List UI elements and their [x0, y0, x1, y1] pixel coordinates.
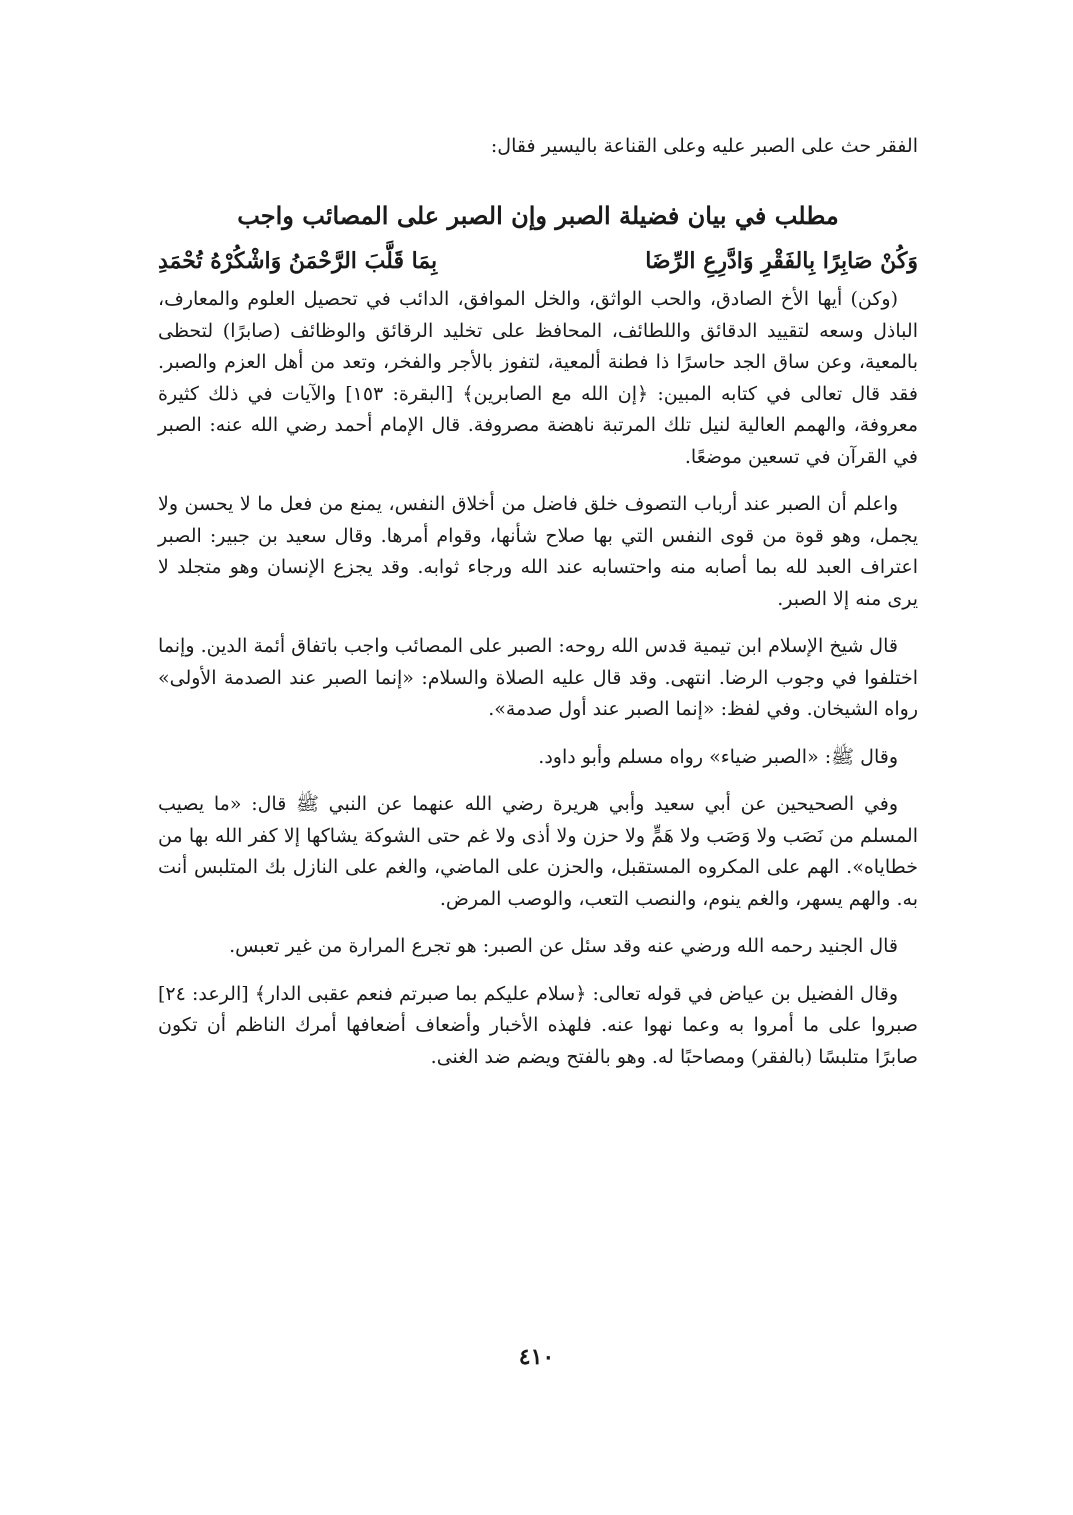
paragraph-junayd: قال الجنيد رحمه الله ورضي عنه وقد سئل عن الصبر: هو تجرع المرارة من غير تعبس. [229, 935, 898, 957]
lead-line: الفقر حث على الصبر عليه وعلى القناعة باليسير فقال: [490, 135, 918, 157]
verse-second-hemistich: بِمَا قَلَّبَ الرَّحْمَنُ وَاشْكُرْهُ تُحْمَدِ [158, 248, 438, 274]
paragraph-sufi-definition: واعلم أن الصبر عند أرباب التصوف خلق فاضل من أخلاق النفس، يمنع من فعل ما لا يحسن ولا يجمل، وهو قوة من قوى النفس التي بها صلاح شأنها، وقوام أمرها. وقال سعيد بن جبير: الصبر اعتراف العبد لله بما أصابه منه واحتسابه عند الله ورجاء ثوابه. وقد يجزع الإنسان وهو متجلد لا يرى منه إلا الصبر. [158, 493, 918, 610]
page-number: ٤١٠ [518, 1344, 555, 1370]
poem-verse [158, 242, 918, 280]
paragraph-hadith-light: وقال ﷺ: «الصبر ضياء» رواه مسلم وأبو داود. [538, 745, 898, 768]
page-body [158, 130, 918, 1089]
verse-first-hemistich: وَكُنْ صَابِرًا بِالفَقْرِ وَادَّرِعِ الرِّضَا [645, 248, 918, 274]
paragraph-sahihain-hadith: وفي الصحيحين عن أبي سعيد وأبي هريرة رضي الله عنهما عن النبي ﷺ قال: «ما يصيب المسلم من نَصَب ولا وَصَب ولا هَمٍّ ولا حزن ولا أذى ولا غم حتى الشوكة يشاكها إلا كفر الله بها من خطاياه». الهم على المكروه المستقبل، والحزن على الماضي، والغم على النازل بك المتلبس أنت به. والهم يسهر، والغم ينوم، والنصب التعب، والوصب المرض. [158, 793, 918, 910]
paragraph-commentary-intro: (وكن) أيها الأخ الصادق، والحب الواثق، والخل الموافق، الدائب في تحصيل العلوم والمعارف، الباذل وسعه لتقييد الدقائق واللطائف، المحافظ على تخليد الرقائق والوظائف (صابرًا) لتحظى بالمعية، وعن ساق الجد حاسرًا ذا فطنة ألمعية، لتفوز بالأجر والفخر، وتعد من أهل العزم والصبر. فقد قال تعالى في كتابه المبين: ﴿إن الله مع الصابرين﴾ [البقرة: ١٥٣] والآيات في ذلك كثيرة معروفة، والهمم العالية لنيل تلك المرتبة ناهضة مصروفة. قال الإمام أحمد رضي الله عنه: الصبر في القرآن في تسعين موضعًا. [158, 288, 918, 468]
paragraph-ibn-taymiyyah: قال شيخ الإسلام ابن تيمية قدس الله روحه: الصبر على المصائب واجب باتفاق أئمة الدين. وإنما اختلفوا في وجوب الرضا. انتهى. وقد قال عليه الصلاة والسلام: «إنما الصبر عند الصدمة الأولى» رواه الشيخان. وفي لفظ: «إنما الصبر عند أول صدمة». [158, 635, 918, 720]
paragraph-fudayl: وقال الفضيل بن عياض في قوله تعالى: ﴿سلام عليكم بما صبرتم فنعم عقبى الدار﴾ [الرعد: ٢٤] صبروا على ما أمروا به وعما نهوا عنه. فلهذه الأخبار وأضعاف أضعافها أمرك الناظم أن تكون صابرًا متلبسًا (بالفقر) ومصاحبًا له. وهو بالفتح ويضم ضد الغنى. [158, 982, 918, 1068]
section-title: مطلب في بيان فضيلة الصبر وإن الصبر على المصائب واجب [237, 201, 839, 230]
